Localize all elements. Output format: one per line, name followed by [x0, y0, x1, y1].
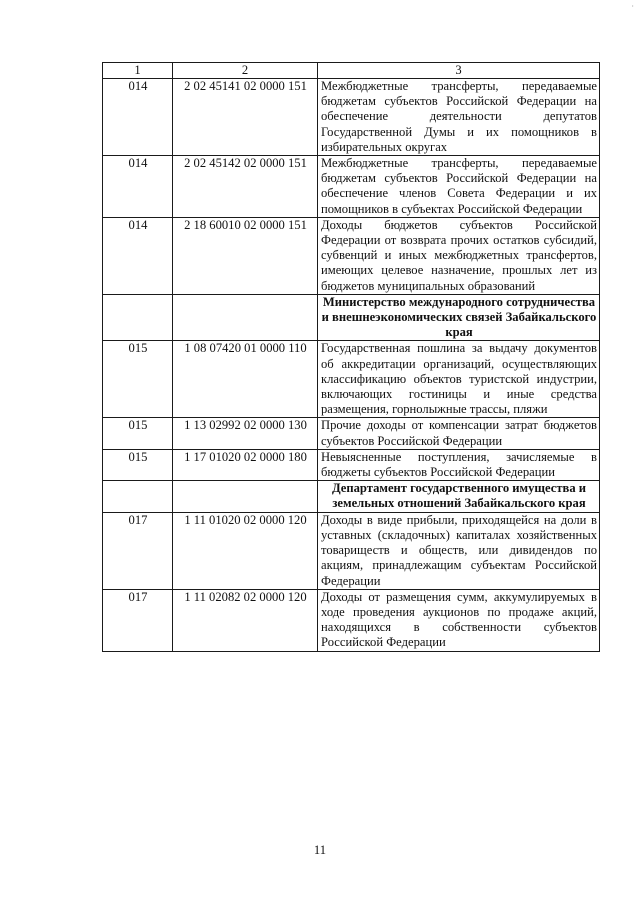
- table-row: [103, 341, 600, 418]
- section-header-row: [103, 294, 600, 341]
- admin-code-cell: 014: [103, 79, 173, 156]
- admin-code-cell: 017: [103, 589, 173, 651]
- table-row: [103, 512, 600, 589]
- empty-cell: [103, 481, 173, 512]
- admin-code-cell: 014: [103, 156, 173, 218]
- column-header-code: 2: [173, 63, 318, 79]
- description-cell: Прочие доходы от компенсации затрат бюджетов субъектов Российской Федерации: [318, 418, 600, 449]
- column-header-admin: 1: [103, 63, 173, 79]
- admin-code-cell: 015: [103, 341, 173, 418]
- budget-code-cell: 1 13 02992 02 0000 130: [173, 418, 318, 449]
- budget-code-cell: 1 11 02082 02 0000 120: [173, 589, 318, 651]
- budget-code-cell: 2 02 45141 02 0000 151: [173, 79, 318, 156]
- table-row: [103, 79, 600, 156]
- admin-code-cell: 014: [103, 217, 173, 294]
- description-cell: Межбюджетные трансферты, передаваемые бюджетам субъектов Российской Федерации на обеспечение членов Совета Федерации и их помощников в субъектах Российской Федерации: [318, 156, 600, 218]
- table-row: [103, 418, 600, 449]
- corner-mark: ·: [631, 2, 634, 11]
- table-row: [103, 156, 600, 218]
- description-cell: Невыясненные поступления, зачисляемые в бюджеты субъектов Российской Федерации: [318, 449, 600, 480]
- budget-code-cell: 1 08 07420 01 0000 110: [173, 341, 318, 418]
- budget-code-cell: 1 17 01020 02 0000 180: [173, 449, 318, 480]
- description-cell: Доходы в виде прибыли, приходящейся на доли в уставных (складочных) капиталах хозяйственных товариществ и обществ, или дивидендов по акциям, принадлежащим субъектам Российской Федерации: [318, 512, 600, 589]
- admin-code-cell: 017: [103, 512, 173, 589]
- page-number: 11: [313, 843, 327, 857]
- table-header-row: [103, 63, 600, 79]
- budget-code-cell: 1 11 01020 02 0000 120: [173, 512, 318, 589]
- table-row: [103, 217, 600, 294]
- empty-cell: [173, 481, 318, 512]
- section-title-cell: Департамент государственного имущества и земельных отношений Забайкальского края: [318, 481, 600, 512]
- admin-code-cell: 015: [103, 418, 173, 449]
- revenue-classification-table: [102, 62, 600, 652]
- empty-cell: [103, 294, 173, 341]
- description-cell: Доходы от размещения сумм, аккумулируемых в ходе проведения аукционов по продаже акций, находящихся в собственности субъектов Российской Федерации: [318, 589, 600, 651]
- table-row: [103, 449, 600, 480]
- admin-code-cell: 015: [103, 449, 173, 480]
- description-cell: Межбюджетные трансферты, передаваемые бюджетам субъектов Российской Федерации на обеспечение деятельности депутатов Государственной Думы и их помощников в избирательных округах: [318, 79, 600, 156]
- description-cell: Доходы бюджетов субъектов Российской Федерации от возврата прочих остатков субсидий, субвенций и иных межбюджетных трансфертов, имеющих целевое назначение, прошлых лет из бюджетов муниципальных образований: [318, 217, 600, 294]
- section-header-row: [103, 481, 600, 512]
- budget-code-cell: 2 02 45142 02 0000 151: [173, 156, 318, 218]
- section-title-cell: Министерство международного сотрудничества и внешнеэкономических связей Забайкальского края: [318, 294, 600, 341]
- description-cell: Государственная пошлина за выдачу документов об аккредитации организаций, осуществляющих классификацию объектов туристской индустрии, включающих гостиницы и иные средства размещения, горнолыжные трассы, пляжи: [318, 341, 600, 418]
- column-header-description: 3: [318, 63, 600, 79]
- budget-code-cell: 2 18 60010 02 0000 151: [173, 217, 318, 294]
- table-row: [103, 589, 600, 651]
- empty-cell: [173, 294, 318, 341]
